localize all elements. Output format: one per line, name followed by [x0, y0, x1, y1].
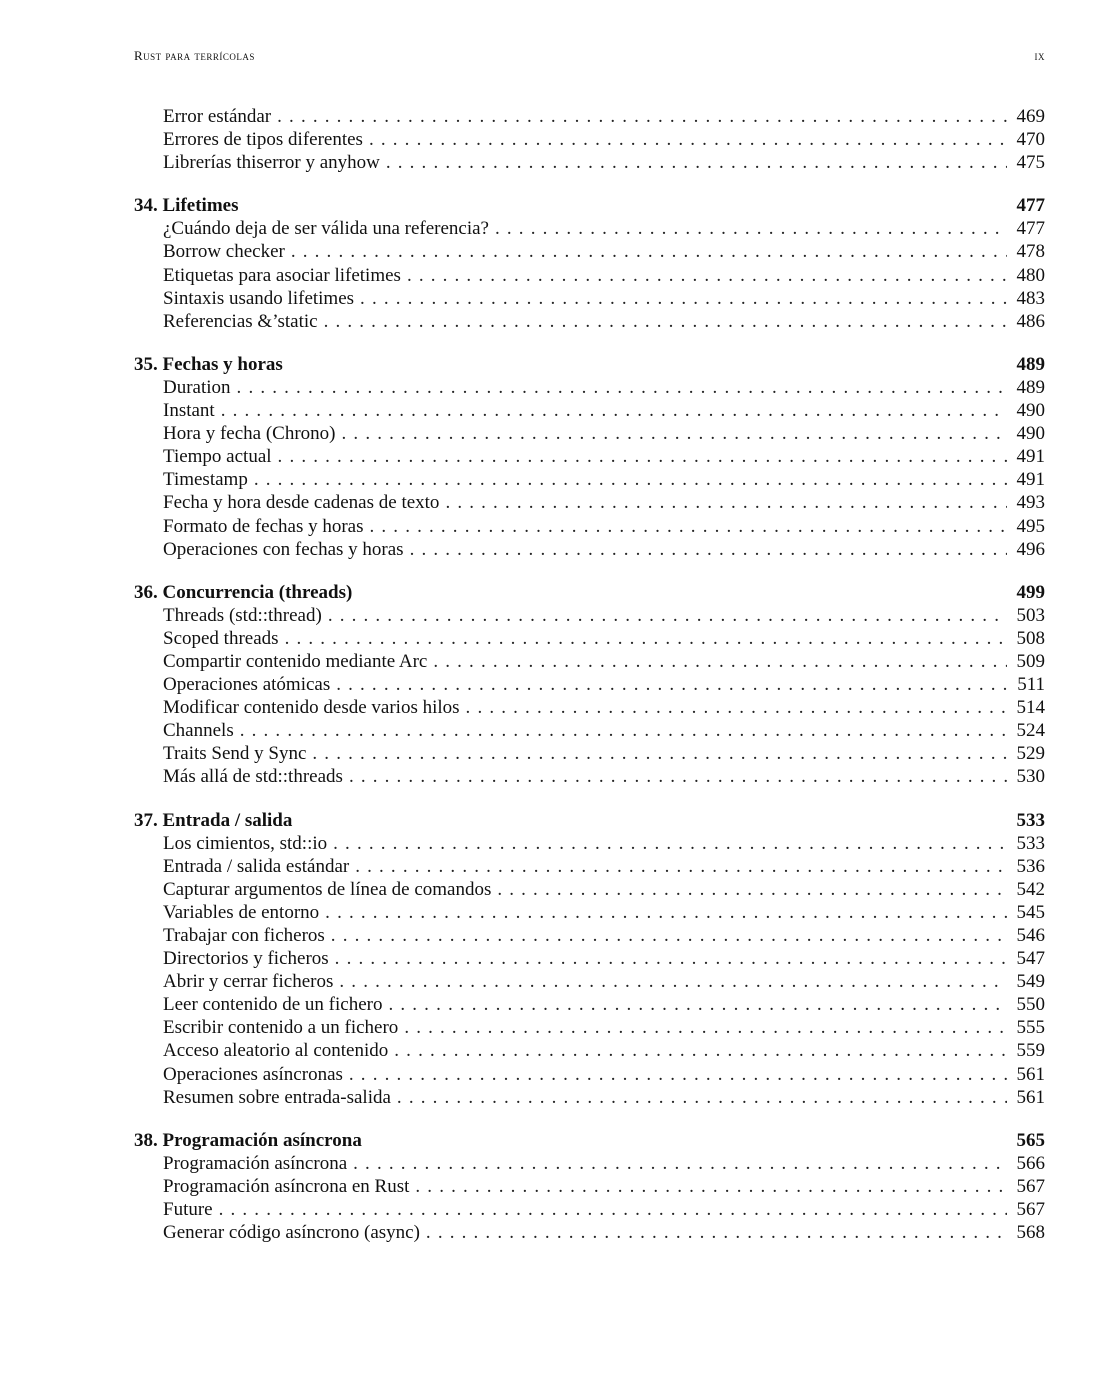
toc-entry[interactable]: [134, 105, 1045, 128]
toc-entry-page: 555: [1016, 1017, 1045, 1039]
toc-entry[interactable]: [134, 468, 1045, 491]
dot-leader: [339, 970, 1007, 993]
toc-entry-label: Librerías thiserror y anyhow: [163, 152, 380, 174]
table-of-contents: [134, 105, 1045, 1244]
toc-entry[interactable]: [134, 515, 1045, 538]
chapter-title-group: [134, 1129, 1013, 1152]
toc-entry-label: Future: [163, 1199, 213, 1221]
toc-entry-page: 490: [1016, 423, 1045, 445]
chapter-page: 477: [1016, 195, 1045, 217]
toc-entry-page: 480: [1016, 264, 1045, 286]
toc-entry-page: 559: [1016, 1040, 1045, 1062]
toc-entry-label: Leer contenido de un fichero: [163, 994, 383, 1016]
toc-entry-page: 561: [1016, 1063, 1045, 1085]
chapter-title: Entrada / salida: [162, 809, 293, 831]
toc-entry[interactable]: [134, 310, 1045, 333]
toc-entry-label: Acceso aleatorio al contenido: [163, 1040, 389, 1062]
chapter-title: Fechas y horas: [162, 353, 283, 375]
toc-entry-page: 495: [1016, 515, 1045, 537]
dot-leader: [495, 217, 1007, 240]
dot-leader: [349, 765, 1007, 788]
toc-entry-label: Variables de entorno: [163, 901, 320, 923]
toc-entry-label: Compartir contenido mediante Arc: [163, 650, 428, 672]
chapter-number: 37.: [134, 809, 158, 831]
chapter-page: 533: [1016, 809, 1045, 831]
dot-leader: [397, 1086, 1007, 1109]
toc-entry-page: 524: [1016, 720, 1045, 742]
dot-leader: [404, 1016, 1007, 1039]
dot-leader: [285, 627, 1007, 650]
toc-entry[interactable]: [134, 924, 1045, 947]
toc-entry-label: Formato de fechas y horas: [163, 515, 364, 537]
toc-entry-label: Los cimientos, std::io: [163, 832, 328, 854]
dot-leader: [219, 1198, 1007, 1221]
dot-leader: [328, 604, 1007, 627]
toc-entry[interactable]: [134, 742, 1045, 765]
dot-leader: [466, 696, 1007, 719]
dot-leader: [394, 1039, 1007, 1062]
toc-entry-page: 545: [1016, 901, 1045, 923]
toc-entry-label: ¿Cuándo deja de ser válida una referencia?: [163, 218, 489, 240]
toc-entry-page: 550: [1016, 994, 1045, 1016]
toc-entry-page: 542: [1016, 878, 1045, 900]
toc-entry-page: 470: [1016, 129, 1045, 151]
toc-entry-label: Duration: [163, 376, 231, 398]
toc-entry-label: Fecha y hora desde cadenas de texto: [163, 492, 440, 514]
toc-entry-page: 486: [1016, 310, 1045, 332]
toc-entry-label: Operaciones asíncronas: [163, 1063, 343, 1085]
toc-entry-page: 493: [1016, 492, 1045, 514]
chapter-number: 35.: [134, 353, 158, 375]
toc-entry[interactable]: [134, 445, 1045, 468]
toc-entry-label: Abrir y cerrar ficheros: [163, 971, 334, 993]
dot-leader: [410, 538, 1007, 561]
chapter-page: 499: [1016, 581, 1045, 603]
toc-entry[interactable]: [134, 538, 1045, 561]
toc-entry[interactable]: [134, 627, 1045, 650]
dot-leader: [336, 673, 1007, 696]
toc-entry-page: 475: [1016, 152, 1045, 174]
dot-leader: [312, 742, 1007, 765]
dot-leader: [407, 264, 1007, 287]
chapter-number: 34.: [134, 195, 158, 217]
toc-entry-page: 508: [1016, 627, 1045, 649]
dot-leader: [335, 947, 1007, 970]
toc-entry-page: 491: [1016, 469, 1045, 491]
toc-entry[interactable]: [134, 993, 1045, 1016]
dot-leader: [369, 128, 1007, 151]
toc-entry[interactable]: [134, 901, 1045, 924]
toc-entry[interactable]: [134, 765, 1045, 788]
toc-entry-label: Sintaxis usando lifetimes: [163, 287, 355, 309]
toc-entry[interactable]: [134, 264, 1045, 287]
toc-entry-page: 566: [1016, 1152, 1045, 1174]
toc-entry-page: 489: [1016, 376, 1045, 398]
toc-entry-label: Operaciones con fechas y horas: [163, 538, 404, 560]
toc-entry-label: Instant: [163, 400, 215, 422]
toc-entry-label: Generar código asíncrono (async): [163, 1222, 420, 1244]
toc-entry-label: Threads (std::thread): [163, 604, 322, 626]
toc-entry[interactable]: [134, 719, 1045, 742]
toc-entry-label: Trabajar con ficheros: [163, 925, 325, 946]
dot-leader: [291, 240, 1007, 263]
dot-leader: [254, 468, 1007, 491]
page-number: ix: [1034, 48, 1045, 63]
toc-entry[interactable]: [134, 399, 1045, 422]
toc-entry[interactable]: [134, 832, 1045, 855]
dot-leader: [342, 422, 1007, 445]
toc-entry[interactable]: [134, 287, 1045, 310]
dot-leader: [240, 719, 1007, 742]
chapter-heading[interactable]: [134, 809, 1045, 832]
toc-entry-label: Programación asíncrona: [163, 1152, 348, 1174]
toc-entry[interactable]: [134, 1086, 1045, 1109]
toc-entry[interactable]: [134, 1039, 1045, 1062]
toc-entry-label: Timestamp: [163, 469, 248, 491]
toc-entry-label: Channels: [163, 720, 234, 742]
toc-entry[interactable]: [134, 604, 1045, 627]
toc-entry-page: 546: [1016, 925, 1045, 946]
toc-entry-page: 568: [1016, 1222, 1045, 1244]
toc-entry-page: 567: [1016, 1175, 1045, 1197]
dot-leader: [325, 901, 1007, 924]
dot-leader: [433, 650, 1007, 673]
toc-entry-page: 511: [1017, 674, 1045, 696]
chapter-heading[interactable]: [134, 1129, 1045, 1152]
chapter-number: 36.: [134, 581, 158, 603]
chapter-title: Programación asíncrona: [162, 1129, 362, 1151]
dot-leader: [331, 924, 1007, 947]
chapter-title-group: [134, 581, 1013, 604]
toc-entry[interactable]: [134, 240, 1045, 263]
toc-entry-label: Más allá de std::threads: [163, 766, 343, 788]
toc-entry[interactable]: [134, 376, 1045, 399]
dot-leader: [278, 445, 1007, 468]
dot-leader: [333, 832, 1007, 855]
toc-entry-page: 549: [1016, 971, 1045, 993]
toc-entry-label: Directorios y ficheros: [163, 948, 329, 970]
toc-entry[interactable]: [134, 970, 1045, 993]
toc-entry[interactable]: [134, 1016, 1045, 1039]
dot-leader: [324, 310, 1007, 333]
toc-entry-label: Hora y fecha (Chrono): [163, 423, 336, 445]
toc-entry-page: 536: [1016, 855, 1045, 877]
toc-entry-label: Etiquetas para asociar lifetimes: [163, 264, 401, 286]
toc-entry[interactable]: [134, 128, 1045, 151]
dot-leader: [360, 287, 1007, 310]
chapter-heading[interactable]: [134, 353, 1045, 376]
dot-leader: [277, 105, 1007, 128]
toc-entry[interactable]: [134, 650, 1045, 673]
chapter-heading[interactable]: [134, 194, 1045, 217]
toc-entry-label: Capturar argumentos de línea de comandos: [163, 878, 492, 900]
toc-entry-page: 547: [1016, 948, 1045, 970]
toc-entry-label: Programación asíncrona en Rust: [163, 1175, 410, 1197]
toc-entry[interactable]: [134, 1063, 1045, 1086]
toc-entry-label: Tiempo actual: [163, 446, 272, 468]
chapter-page: 565: [1016, 1129, 1045, 1151]
toc-entry-page: 478: [1016, 241, 1045, 263]
toc-entry-label: Error estándar: [163, 106, 272, 127]
chapter-title-group: [134, 194, 1013, 217]
dot-leader: [221, 399, 1007, 422]
dot-leader: [426, 1221, 1007, 1244]
dot-leader: [349, 1063, 1007, 1086]
toc-entry-label: Modificar contenido desde varios hilos: [163, 697, 460, 719]
toc-entry[interactable]: [134, 491, 1045, 514]
chapter-number: 38.: [134, 1129, 158, 1151]
dot-leader: [388, 993, 1007, 1016]
chapter-heading[interactable]: [134, 581, 1045, 604]
dot-leader: [355, 855, 1007, 878]
dot-leader: [353, 1152, 1007, 1175]
dot-leader: [415, 1175, 1007, 1198]
toc-entry[interactable]: [134, 217, 1045, 240]
toc-entry-label: Resumen sobre entrada-salida: [163, 1086, 391, 1108]
dot-leader: [237, 376, 1007, 399]
chapter-title-group: [134, 353, 1013, 376]
toc-entry-page: 477: [1016, 218, 1045, 240]
toc-entry-label: Traits Send y Sync: [163, 743, 307, 765]
toc-entry-label: Escribir contenido a un fichero: [163, 1017, 399, 1039]
toc-entry-page: 533: [1016, 832, 1045, 854]
dot-leader: [370, 515, 1008, 538]
toc-entry[interactable]: [134, 696, 1045, 719]
chapter-title: Lifetimes: [162, 195, 239, 217]
toc-entry-page: 529: [1016, 743, 1045, 765]
dot-leader: [386, 151, 1007, 174]
toc-entry-page: 496: [1016, 538, 1045, 560]
toc-entry-page: 503: [1016, 604, 1045, 626]
toc-entry[interactable]: [134, 855, 1045, 878]
toc-entry[interactable]: [134, 422, 1045, 445]
toc-entry[interactable]: [134, 673, 1045, 696]
toc-entry[interactable]: [134, 1175, 1045, 1198]
toc-entry[interactable]: [134, 1152, 1045, 1175]
toc-entry-page: 567: [1016, 1199, 1045, 1221]
toc-entry[interactable]: [134, 151, 1045, 174]
toc-entry-page: 514: [1016, 697, 1045, 719]
chapter-title-group: [134, 809, 1013, 832]
toc-entry-label: Errores de tipos diferentes: [163, 129, 363, 151]
toc-entry-label: Borrow checker: [163, 241, 285, 263]
toc-entry[interactable]: [134, 1198, 1045, 1221]
dot-leader: [497, 878, 1007, 901]
toc-entry-page: 491: [1016, 446, 1045, 468]
dot-leader: [445, 491, 1007, 514]
toc-entry-page: 561: [1016, 1086, 1045, 1108]
toc-entry-page: 490: [1016, 400, 1045, 422]
running-head: [134, 48, 1045, 68]
toc-entry-label: Scoped threads: [163, 627, 279, 649]
chapter-page: 489: [1016, 353, 1045, 375]
toc-entry[interactable]: [134, 1221, 1045, 1244]
toc-entry-label: Referencias &’static: [163, 310, 318, 332]
toc-entry-label: Operaciones atómicas: [163, 674, 331, 696]
chapter-title: Concurrencia (threads): [162, 581, 353, 603]
toc-entry[interactable]: [134, 947, 1045, 970]
toc-entry-page: 469: [1016, 106, 1045, 127]
toc-entry-label: Entrada / salida estándar: [163, 855, 350, 877]
toc-entry-page: 530: [1016, 766, 1045, 788]
toc-entry-page: 483: [1016, 287, 1045, 309]
toc-entry-page: 509: [1016, 650, 1045, 672]
book-title: Rust para terrícolas: [134, 48, 255, 63]
toc-entry[interactable]: [134, 878, 1045, 901]
